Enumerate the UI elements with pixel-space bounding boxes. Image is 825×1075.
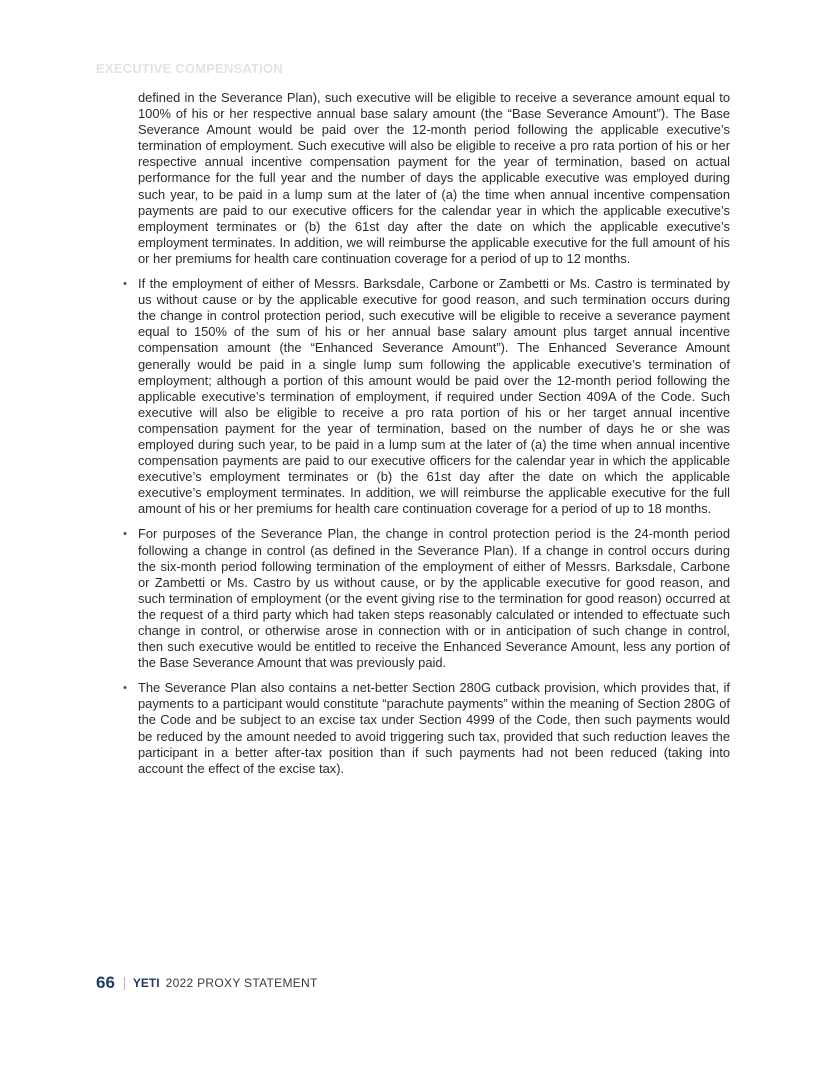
list-item: [123, 526, 730, 671]
bullet-list: [123, 276, 730, 777]
main-content: [123, 90, 730, 786]
bullet-icon: •: [123, 278, 127, 291]
bullet-text: The Severance Plan also contains a net-better Section 280G cutback provision, which provides that, if payments to a participant would constitute “parachute payments” within the meaning of Section 280G of the Code and be subject to an excise tax under Section 4999 of the Code, then such payments would be reduced by the amount needed to avoid triggering such tax, provided that such reduction leaves the participant in a better after-tax position than if such payments had not been reduced (taking into account the effect of the excise tax).: [138, 680, 730, 776]
document-title: 2022 PROXY STATEMENT: [165, 976, 318, 990]
bullet-text: If the employment of either of Messrs. Barksdale, Carbone or Zambetti or Ms. Castro is terminated by us without cause or by the applicable executive for good reason, and such termination occurs during the change in control protection period, such executive will be eligible to receive a severance payment equal to 150% of the sum of his or her annual base salary amount plus target annual incentive compensation amount (the “Enhanced Severance Amount”). The Enhanced Severance Amount generally would be paid in a single lump sum following the applicable executive’s termination of employment; although a portion of this amount would be paid over the 12-month period following the applicable executive’s termination of employment, if required under Section 409A of the Code. Such executive will also be eligible to receive a pro rata portion of his or her target annual incentive compensation payment for the year of termination, based on the number of days he or she was employed during such year, to be paid in a lump sum at the later of (a) the time when annual incentive compensation payments are paid to our executive officers for the calendar year in which the applicable executive’s employment terminates or (b) the 61st day after the date on which the applicable executive’s employment terminates. In addition, we will reimburse the applicable executive for the full amount of his or her premiums for health care continuation coverage for a period of up to 18 months.: [138, 276, 730, 517]
brand-name: YETI: [132, 976, 160, 990]
section-header: EXECUTIVE COMPENSATION: [96, 61, 283, 76]
bullet-icon: •: [123, 682, 127, 695]
intro-paragraph: defined in the Severance Plan), such executive will be eligible to receive a severance amount equal to 100% of his or her respective annual base salary amount (the “Base Severance Amount”). The Base Severance Amount would be paid over the 12-month period following the applicable executive’s termination of employment. Such executive will also be eligible to receive a pro rata portion of his or her respective annual incentive compensation payment for the year of termination, based on actual performance for the full year and the number of days the applicable executive was employed during such year, to be paid in a lump sum at the later of (a) the time when annual incentive compensation payments are paid to our executive officers for the calendar year in which the applicable executive’s employment terminates or (b) the 61st day after the date on which the applicable executive’s employment terminates. In addition, we will reimburse the applicable executive for the full amount of his or her premiums for health care continuation coverage for a period of up to 12 months.: [138, 90, 730, 266]
list-item: [123, 276, 730, 517]
list-item: [123, 680, 730, 777]
bullet-text: For purposes of the Severance Plan, the change in control protection period is the 24-month period following a change in control (as defined in the Severance Plan). If a change in control occurs during the six-month period following termination of the employment of either of Messrs. Barksdale, Carbone or Zambetti or Ms. Castro by us without cause, or by the applicable executive for good reason, and such termination of employment (or the event giving rise to the termination for good reason) occurred at the request of a third party which had taken steps reasonably calculated or intended to effectuate such change in control, or otherwise arose in connection with or in anticipation of such change in control, then such executive would be entitled to receive the Enhanced Severance Amount, less any portion of the Base Severance Amount that was previously paid.: [138, 526, 730, 671]
footer-divider: [124, 977, 125, 990]
page-number: 66: [96, 973, 115, 992]
page-footer: [96, 973, 318, 993]
bullet-icon: •: [123, 528, 127, 541]
